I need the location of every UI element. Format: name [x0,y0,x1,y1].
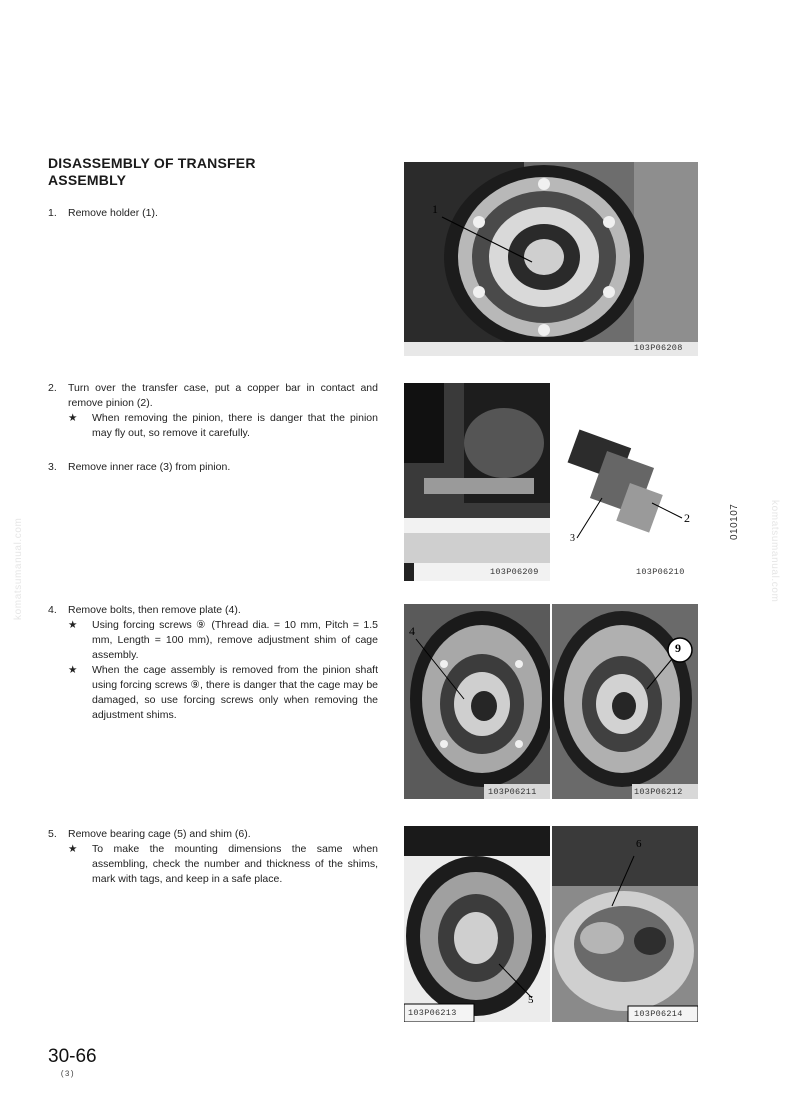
step-text: Remove bolts, then remove plate (4). [68,604,241,616]
step-1 [48,206,378,221]
section-title-line2: ASSEMBLY [48,172,127,188]
photo-transfer-holder [404,162,698,356]
photo-plate-removal [404,604,550,799]
caution-note [68,663,378,723]
note-text: To make the mounting dimensions the same when assembling, check the number and thickness of the shims, mark with tags, and keep in a safe place. [92,843,378,885]
callout-1: 1 [432,202,438,216]
step-number: 2. [48,382,57,394]
photo-code: 103P06210 [636,567,685,577]
step-text: Remove inner race (3) from pinion. [68,461,231,473]
caution-note [68,618,378,663]
caution-note [68,411,378,441]
callout-6: 6 [636,838,642,850]
watermark-left: komatsumanual.com [13,517,24,620]
callout-9: 9 [675,641,681,655]
step-text: Remove holder (1). [68,207,158,219]
step-2 [48,381,378,441]
step-5 [48,827,378,887]
step-text: Remove bearing cage (5) and shim (6). [68,828,251,840]
section-title [48,155,368,189]
photo-bearing-cage [404,826,550,1022]
page-number: 30-66 [48,1046,97,1067]
step-number: 3. [48,461,57,473]
watermark-right: komatsumanual.com [769,500,780,603]
photo-forcing-screws [552,604,698,799]
page-revision: (3) [60,1070,75,1079]
star-icon: ★ [68,412,78,424]
step-text: Turn over the transfer case, put a copper bar in contact and remove pinion (2). [68,382,378,409]
photo-code: 103P06213 [408,1008,457,1018]
callout-4: 4 [409,624,415,638]
callout-3: 3 [570,533,575,544]
note-text: Using forcing screws ⑨ (Thread dia. = 10 mm, Pitch = 1.5 mm, Length = 100 mm), remove adjustment shim of cage assembly. [92,619,378,661]
photo-pinion-removal [404,383,550,581]
note-text: When removing the pinion, there is danger that the pinion may fly out, so remove it carefully. [92,412,378,439]
star-icon: ★ [68,619,78,631]
note-text: When the cage assembly is removed from the pinion shaft using forcing screws ⑨, there is danger that the cage may be damaged, so use forcing screws only when removing the adjustment shims. [92,664,378,721]
step-4 [48,603,378,723]
photo-shim [552,826,698,1022]
step-number: 4. [48,604,57,616]
star-icon: ★ [68,664,78,676]
callout-2: 2 [684,511,690,525]
document-code: 010107 [729,503,740,540]
section-title-line1: DISASSEMBLY OF TRANSFER [48,155,256,171]
photo-code: 103P06211 [488,787,537,797]
photo-code: 103P06209 [490,567,539,577]
photo-code: 103P06208 [634,343,683,353]
step-number: 5. [48,828,57,840]
callout-5: 5 [528,994,534,1006]
photo-code: 103P06214 [634,1009,683,1019]
step-number: 1. [48,207,57,219]
photo-pinion-inner-race [552,383,698,581]
step-3 [48,460,378,475]
photo-code: 103P06212 [634,787,683,797]
star-icon: ★ [68,843,78,855]
caution-note [68,842,378,887]
